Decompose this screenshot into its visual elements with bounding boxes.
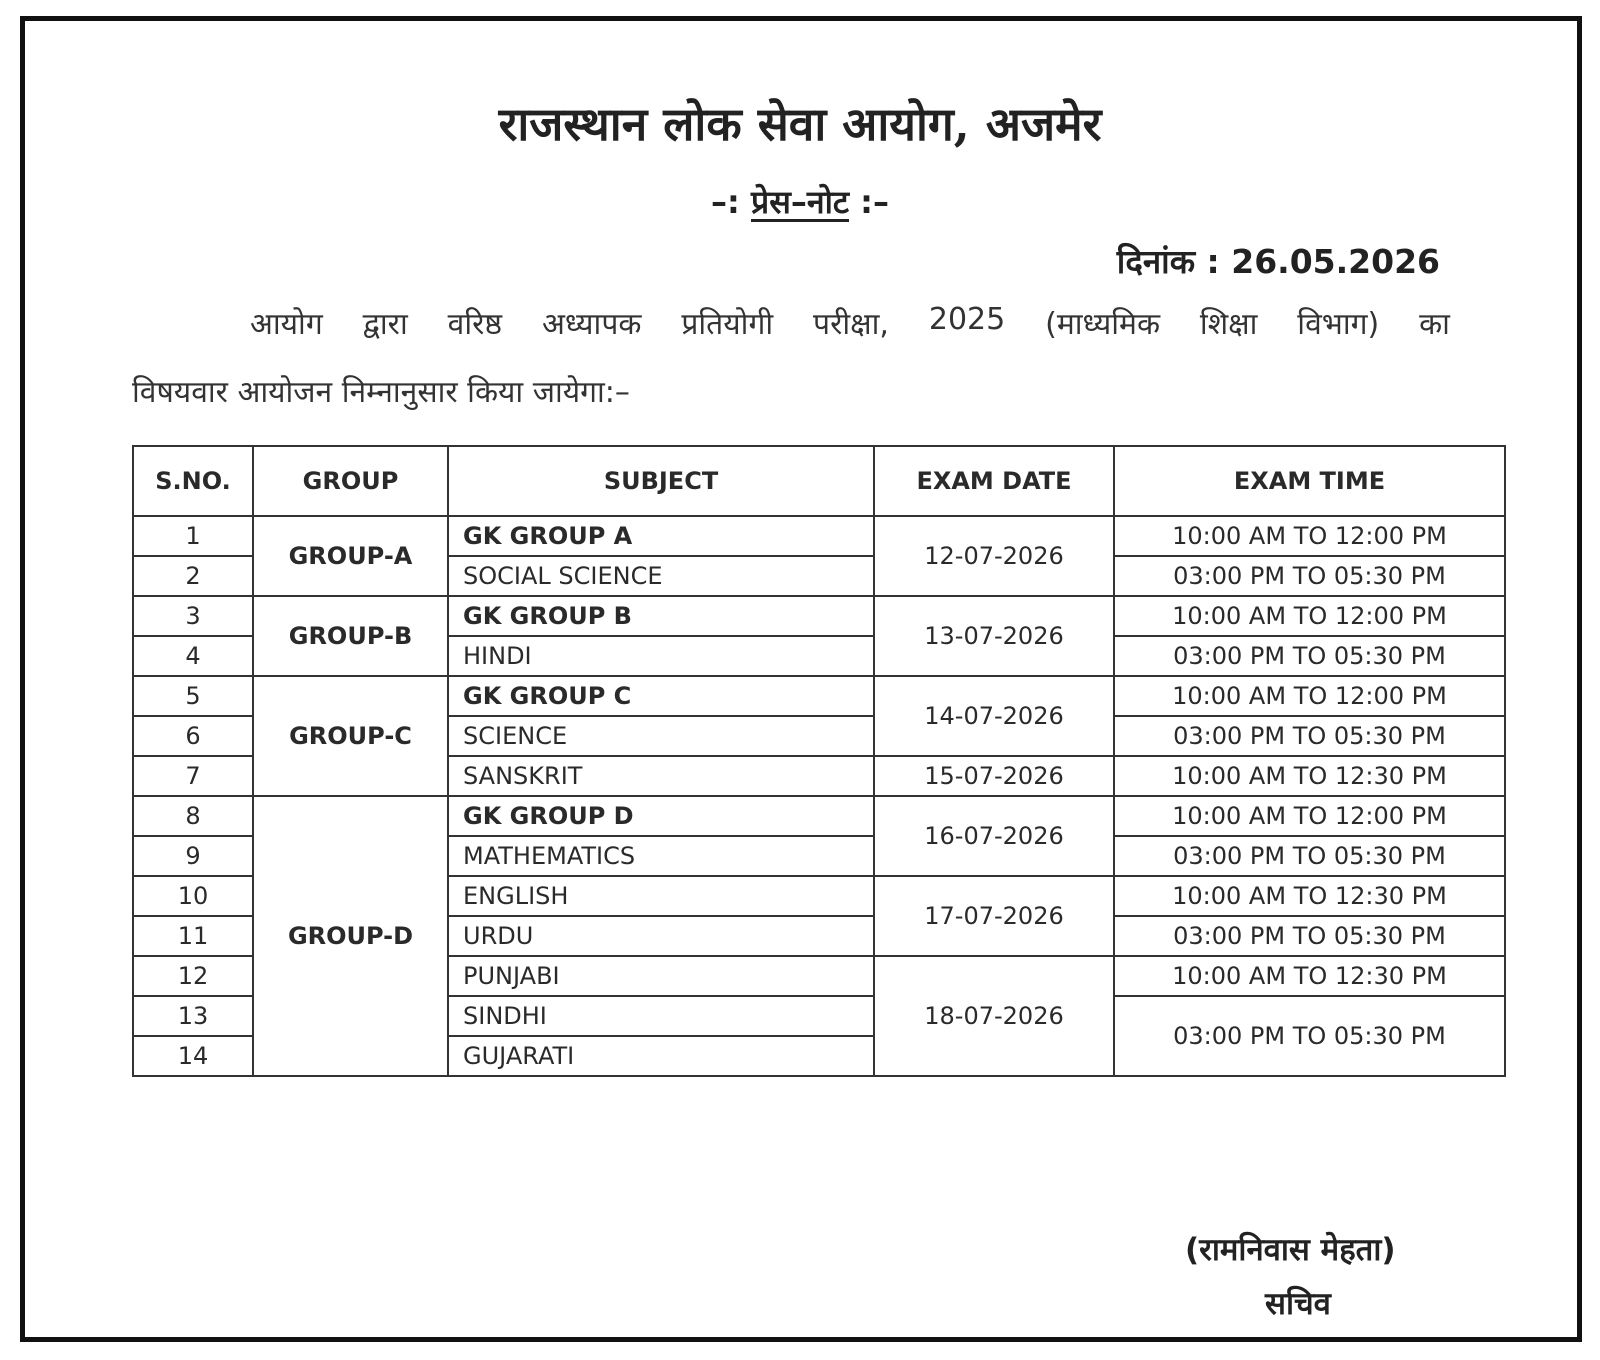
table-row [133,516,1505,556]
cell-exam-date: 12-07-2026 [874,516,1114,596]
cell-subject: ENGLISH [448,876,874,916]
cell-sno: 8 [133,796,253,836]
intro-word: अध्यापक [541,307,642,342]
header-subject: SUBJECT [448,446,874,516]
cell-subject: SANSKRIT [448,756,874,796]
table-row [133,596,1505,636]
cell-sno: 9 [133,836,253,876]
exam-schedule-table [132,445,1506,1077]
cell-subject: HINDI [448,636,874,676]
cell-group: GROUP-C [253,676,448,796]
press-note-right: :– [849,183,889,221]
cell-exam-time: 10:00 AM TO 12:30 PM [1114,756,1505,796]
table-header-row [133,446,1505,516]
cell-sno: 11 [133,916,253,956]
cell-exam-time: 10:00 AM TO 12:30 PM [1114,876,1505,916]
intro-word: विभाग) [1297,307,1380,342]
cell-exam-time: 03:00 PM TO 05:30 PM [1114,836,1505,876]
date-line [1117,238,1440,283]
cell-sno: 7 [133,756,253,796]
date-value: 26.05.2026 [1231,242,1440,281]
cell-subject: GK GROUP B [448,596,874,636]
cell-sno: 6 [133,716,253,756]
cell-exam-date: 18-07-2026 [874,956,1114,1076]
signatory-designation: सचिव [1265,1286,1331,1322]
cell-sno: 4 [133,636,253,676]
date-label: दिनांक [1116,242,1196,281]
cell-subject: SINDHI [448,996,874,1036]
header-group: GROUP [253,446,448,516]
cell-exam-date: 16-07-2026 [874,796,1114,876]
cell-exam-date: 17-07-2026 [874,876,1114,956]
intro-line-2: विषयवार आयोजन निम्नानुसार किया जायेगा:– [132,375,630,410]
cell-exam-date: 15-07-2026 [874,756,1114,796]
cell-exam-time: 03:00 PM TO 05:30 PM [1114,996,1505,1076]
cell-sno: 13 [133,996,253,1036]
cell-sno: 1 [133,516,253,556]
cell-group: GROUP-B [253,596,448,676]
press-note-left: –: [711,183,751,221]
cell-subject: GK GROUP C [448,676,874,716]
intro-word: का [1419,307,1450,342]
press-note-label: प्रेस–नोट [750,183,850,221]
cell-exam-time: 03:00 PM TO 05:30 PM [1114,916,1505,956]
cell-exam-time: 10:00 AM TO 12:00 PM [1114,596,1505,636]
cell-group: GROUP-A [253,516,448,596]
intro-word: शिक्षा [1199,307,1258,342]
press-note-heading [0,180,1600,223]
intro-word: (माध्यमिक [1045,307,1160,342]
date-separator: : [1195,242,1232,281]
organization-title: राजस्थान लोक सेवा आयोग, अजमेर [498,97,1102,151]
intro-word: परीक्षा, [813,307,889,342]
cell-exam-time: 03:00 PM TO 05:30 PM [1114,636,1505,676]
cell-subject: GK GROUP D [448,796,874,836]
intro-word: आयोग [250,307,323,342]
cell-subject: MATHEMATICS [448,836,874,876]
cell-exam-time: 03:00 PM TO 05:30 PM [1114,716,1505,756]
cell-exam-time: 10:00 AM TO 12:30 PM [1114,956,1505,996]
table-row [133,676,1505,716]
cell-subject: URDU [448,916,874,956]
cell-sno: 12 [133,956,253,996]
cell-exam-date: 14-07-2026 [874,676,1114,756]
cell-subject: SOCIAL SCIENCE [448,556,874,596]
header-exam-time: EXAM TIME [1114,446,1505,516]
cell-exam-time: 10:00 AM TO 12:00 PM [1114,676,1505,716]
intro-line-1 [250,302,1450,343]
cell-subject: PUNJABI [448,956,874,996]
signatory-name: (रामनिवास मेहता) [1185,1232,1396,1268]
intro-word: 2025 [928,302,1006,337]
table-row [133,796,1505,836]
intro-word: प्रतियोगी [681,307,774,342]
intro-word: वरिष्ठ [447,307,503,342]
cell-sno: 2 [133,556,253,596]
header-sno: S.NO. [133,446,253,516]
cell-sno: 14 [133,1036,253,1076]
cell-subject: GUJARATI [448,1036,874,1076]
cell-exam-time: 10:00 AM TO 12:00 PM [1114,796,1505,836]
intro-word: द्वारा [362,307,408,342]
cell-sno: 3 [133,596,253,636]
cell-sno: 10 [133,876,253,916]
cell-exam-date: 13-07-2026 [874,596,1114,676]
cell-exam-time: 03:00 PM TO 05:30 PM [1114,556,1505,596]
cell-exam-time: 10:00 AM TO 12:00 PM [1114,516,1505,556]
cell-subject: SCIENCE [448,716,874,756]
cell-subject: GK GROUP A [448,516,874,556]
cell-group: GROUP-D [253,796,448,1076]
header-exam-date: EXAM DATE [874,446,1114,516]
cell-sno: 5 [133,676,253,716]
